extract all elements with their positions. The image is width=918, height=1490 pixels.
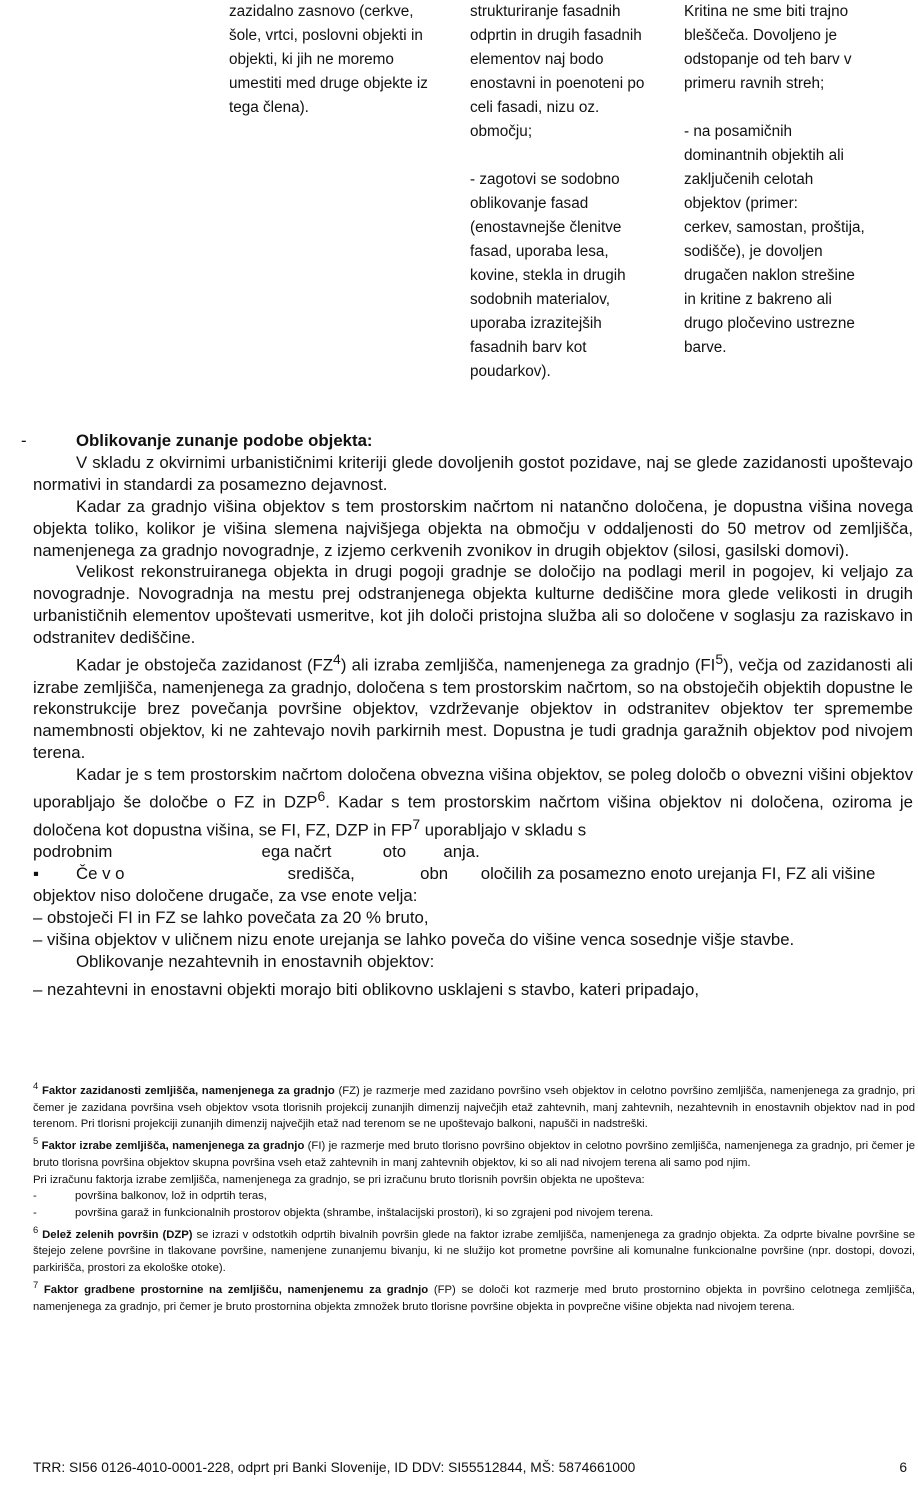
table-line: sodišče), je dovoljen	[684, 243, 823, 260]
table-line: - na posamičnih	[684, 123, 792, 140]
table-line: primeru ravnih streh;	[684, 75, 825, 92]
paragraph: Velikost rekonstruiranega objekta in drugi pogoji gradnje se določijo na podlagi meril in pogojev, ki veljajo za novogradnje. Novogradnja na mestu prej odstranjenega objekta kulturne dediščine mora glede velikosti in drugih urbanističnih elementov upoštevati usmeritve, kot jih določi pristojna služba ali so določene v soglasju za raziskavo in odstranitev dediščine.	[33, 562, 913, 648]
rules-list	[33, 907, 913, 951]
footnote-ref: 4	[333, 651, 341, 668]
footnote-ref: 6	[317, 788, 326, 805]
footnote-5-intro: Pri izračunu faktorja izrabe zemljišča, namenjenega za gradnjo, se pri izračunu bruto tlorisnih površin objekta ne upošteva:	[33, 1173, 645, 1186]
footnote-5: $^5$ Faktor izrabe zemljišča, namenjenega za gradnjo (FI) je razmerje med bruto tlorisno površino objektov in celotno površino zemljišča, namenjenega za gradnjo, pri čemer je bruto tlorisna površina objektov skupna površina vseh etaž zahtevnih in manj zahtevnih objektov, ki so ali nad nivojem terena ali samo pod njim.	[33, 1135, 915, 1169]
table-line: tega člena).	[229, 99, 309, 116]
footnote-4: $^4$ Faktor zazidanosti zemljišča, namenjenega za gradnjo (FZ) je razmerje med zazidano površino vseh objektov in celotno površino zemljišča, namenjenega za gradnjo, pri čemer je zazidana površina vseh objektov vsota tlorisnih projekcij zunanjih dimenzij največjih etaž zahtevnih, manj zahtevnih, nezahtevnih in enostavnih objektov nad in pod terenom. Pri tlorisni projekciji zunanjih dimenzij največjih etaž nad terenom se ne upoštevajo balkoni, napušči in nadstreški.	[33, 1080, 915, 1131]
table-line: Kritina ne sme biti trajno	[684, 3, 849, 20]
footnote-7: $^7$ Faktor gradbene prostornine na zemljišču, namenjenemu za gradnjo (FP) se določi kot razmerje med bruto prostornino objekta in površino celotnega zemljišča, namenjenega za gradnjo, pri čemer je bruto prostornina objekta zmnožek bruto tlorisne površine objekta in povprečne višine objekta nad nivojem terena.	[33, 1279, 915, 1313]
table-line: odstopanje od teh barv v	[684, 51, 852, 68]
footnote-ref: 7	[412, 815, 421, 832]
table-line: objekti, ki jih ne moremo	[229, 51, 394, 68]
table-line: sodobnih materialov,	[470, 291, 611, 308]
table-line: oblikovanje fasad	[470, 195, 589, 212]
paragraph: Kadar za gradnjo višina objektov s tem prostorskim načrtom ni natančno določena, je dopustna višina novega objekta toliko, kolikor je višina slemena najvišjega objekta na območju v oddaljenosti do 50 metrov od zemljišča, namenjenega za gradnjo novogradnje, z izjemo cerkvenih zvonikov in drugih objektov (silosi, gasilski domovi).	[33, 496, 913, 560]
fragment-line: podrobnim ega načrt oto anja.	[33, 842, 480, 862]
table-column-roof	[684, 0, 916, 360]
section-heading	[21, 430, 913, 452]
rules-list	[33, 979, 913, 1001]
table-line: elementov naj bodo	[470, 51, 604, 68]
paragraph: Oblikovanje nezahtevnih in enostavnih objektov:	[76, 951, 435, 971]
table-line: celi fasadi, nizu oz.	[470, 99, 600, 116]
bullet-paragraph: ▪ Če v o središča, obn oločilih za posamezno enoto urejanja FI, FZ ali višine objektov niso določene drugače, za vse enote velja:	[33, 864, 880, 905]
page-number: 6	[899, 1460, 907, 1475]
table-line: umestiti med druge objekte iz	[229, 75, 428, 92]
table-line: barve.	[684, 339, 727, 356]
table-line: kovine, stekla in drugih	[470, 267, 626, 284]
footnote-list-item: - površina garaž in funkcionalnih prostorov objekta (shrambe, inštalacijski prostori), ki so zgrajeni pod nivojem terena.	[33, 1207, 654, 1220]
table-line: fasad, uporaba lesa,	[470, 243, 609, 260]
heading-text: Oblikovanje zunanje podobe objekta:	[76, 431, 373, 450]
table-line: območju;	[470, 123, 533, 140]
paragraph: V skladu z okvirnimi urbanističnimi kriteriji glede dovoljenih gostot pozidave, naj se glede zazidanosti upoštevajo normativi in standardi za posamezno dejavnost.	[33, 452, 913, 494]
table-line: (enostavnejše členitve	[470, 219, 622, 236]
page-footer	[33, 1459, 913, 1477]
table-line: in kritine z bakreno ali	[684, 291, 832, 308]
main-body	[21, 430, 913, 1000]
table-line: šole, vrtci, poslovni objekti in	[229, 27, 423, 44]
bank-details: TRR: SI56 0126-4010-0001-228, odprt pri Banki Slovenije, ID DDV: SI55512844, MŠ: 5874661000	[33, 1460, 636, 1475]
table-line: - zagotovi se sodobno	[470, 171, 620, 188]
footnote-ref: 5	[715, 651, 724, 668]
list-item: – višina objektov v uličnem nizu enote urejanja se lahko poveča do višine venca sosednje višje stavbe.	[33, 929, 795, 949]
table-line: uporaba izrazitejših	[470, 315, 602, 332]
table-line: strukturiranje fasadnih	[470, 3, 621, 20]
paragraph: Kadar je s tem prostorskim načrtom določena obvezna višina objektov, se poleg določb o obvezni višini objektov uporabljajo še določbe o FZ in DZP$^6$. Kadar s tem prostorskim načrtom višina objektov ni določena, oziroma je določena kot dopustna višina, se FI, FZ, DZP in $FP^7$ uporabljajo v skladu s	[33, 765, 913, 840]
table-line: enostavni in poenoteni po	[470, 75, 645, 92]
table-line: zazidalno zasnovo (cerkve,	[229, 3, 414, 20]
footnote-list-item: - površina balkonov, lož in odprtih teras,	[33, 1190, 267, 1203]
list-item: – obstoječi FI in FZ se lahko povečata za 20 % bruto,	[33, 907, 429, 927]
paragraph: Kadar je obstoječa zazidanost $(FZ^4)$ ali izraba zemljišča, namenjenega za gradnjo $(FI^5)$, večja od zazidanosti ali izrabe zemljišča, namenjenega za gradnjo, določena s tem prostorskim načrtom, so na obstoječih objektih dopustne le rekonstrukcije brez povečanja površine objektov, vzdrževanje objektov in odstranitev objektov ter spremembe namembnosti objektov, ki ne zahtevajo novih parkirnih mest. Dopustna je tudi gradnja garažnih objektov pod nivojem terena.	[33, 651, 913, 763]
table-line: poudarkov).	[470, 363, 551, 380]
table-line: cerkev, samostan, proštija,	[684, 219, 865, 236]
table-line: drugo pločevino ustrezne	[684, 315, 855, 332]
bullet-icon: ▪	[33, 864, 39, 883]
table-line: fasadnih barv kot	[470, 339, 587, 356]
list-item: – nezahtevni in enostavni objekti morajo biti oblikovno usklajeni s stavbo, kateri pripadajo,	[33, 979, 700, 999]
footnotes	[33, 1078, 915, 1315]
footnote-6: $^6$ Delež zelenih površin (DZP) se izrazi v odstotkih odprtih bivalnih površin glede na faktor izrabe zemljišča, namenjenega za gradnjo objekta. Za odprte bivalne površine se štejejo zelene površine in tlakovane površine, namenjene zunanjemu bivanju, ki ne služijo kot prometne površine ali komunalne funkcionalne površine (npr. dostopi, dovozi, parkirišča, prostori za ekološke otoke).	[33, 1223, 916, 1275]
table-line: bleščeča. Dovoljeno je	[684, 27, 838, 44]
table-line: drugačen naklon strešine	[684, 267, 855, 284]
table-line: odprtin in drugih fasadnih	[470, 27, 642, 44]
table-column-facade	[470, 0, 670, 384]
heading-dash: -	[21, 431, 27, 450]
table-line: zaključenih celotah	[684, 171, 814, 188]
table-line: dominantnih objektih ali	[684, 147, 844, 164]
table-column-usage	[229, 0, 459, 120]
table-line: objektov (primer:	[684, 195, 798, 212]
